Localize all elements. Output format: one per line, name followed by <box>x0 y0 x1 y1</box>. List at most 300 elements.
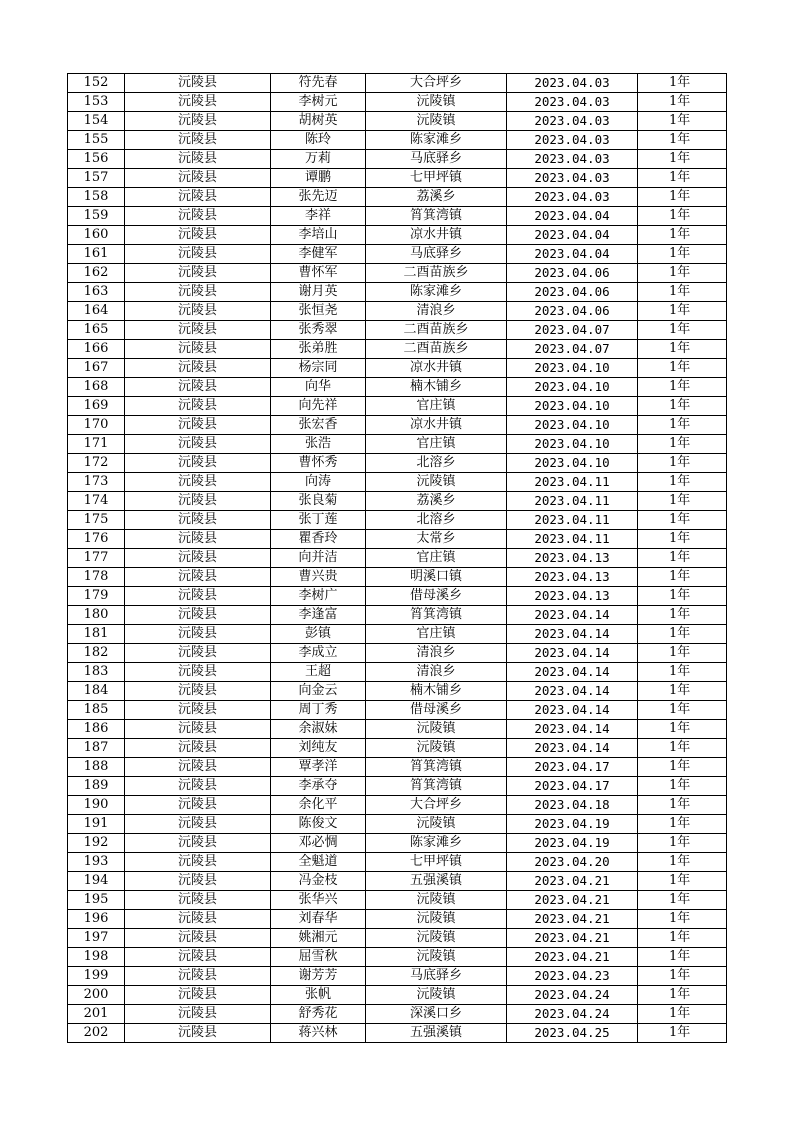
cell-number: 198 <box>68 948 125 967</box>
cell-county: 沅陵县 <box>125 131 271 150</box>
cell-town: 北溶乡 <box>366 454 507 473</box>
cell-date: 2023.04.07 <box>507 340 638 359</box>
cell-town: 七甲坪镇 <box>366 853 507 872</box>
cell-name: 张恒尧 <box>271 302 366 321</box>
cell-name: 李树广 <box>271 587 366 606</box>
cell-number: 191 <box>68 815 125 834</box>
cell-name: 张弟胜 <box>271 340 366 359</box>
cell-duration: 1年 <box>638 74 727 93</box>
cell-name: 陈玲 <box>271 131 366 150</box>
cell-duration: 1年 <box>638 739 727 758</box>
cell-date: 2023.04.04 <box>507 245 638 264</box>
cell-name: 余化平 <box>271 796 366 815</box>
cell-town: 沅陵镇 <box>366 986 507 1005</box>
cell-date: 2023.04.10 <box>507 359 638 378</box>
cell-duration: 1年 <box>638 283 727 302</box>
cell-number: 178 <box>68 568 125 587</box>
cell-county: 沅陵县 <box>125 929 271 948</box>
cell-number: 173 <box>68 473 125 492</box>
cell-county: 沅陵县 <box>125 435 271 454</box>
cell-county: 沅陵县 <box>125 986 271 1005</box>
cell-duration: 1年 <box>638 948 727 967</box>
cell-duration: 1年 <box>638 207 727 226</box>
cell-duration: 1年 <box>638 511 727 530</box>
cell-town: 沅陵镇 <box>366 891 507 910</box>
cell-county: 沅陵县 <box>125 207 271 226</box>
cell-name: 李祥 <box>271 207 366 226</box>
cell-town: 楠木铺乡 <box>366 682 507 701</box>
cell-name: 张帆 <box>271 986 366 1005</box>
cell-number: 158 <box>68 188 125 207</box>
table-row <box>68 131 727 150</box>
table-row <box>68 302 727 321</box>
table-row <box>68 796 727 815</box>
cell-number: 188 <box>68 758 125 777</box>
table-row <box>68 929 727 948</box>
cell-duration: 1年 <box>638 226 727 245</box>
table-row <box>68 492 727 511</box>
table-row <box>68 834 727 853</box>
cell-name: 曹怀军 <box>271 264 366 283</box>
cell-number: 180 <box>68 606 125 625</box>
cell-town: 借母溪乡 <box>366 587 507 606</box>
table-row <box>68 169 727 188</box>
cell-name: 余淑妹 <box>271 720 366 739</box>
table-row <box>68 188 727 207</box>
cell-date: 2023.04.10 <box>507 416 638 435</box>
cell-name: 向先祥 <box>271 397 366 416</box>
cell-town: 清浪乡 <box>366 663 507 682</box>
cell-number: 196 <box>68 910 125 929</box>
cell-duration: 1年 <box>638 112 727 131</box>
cell-number: 166 <box>68 340 125 359</box>
cell-number: 189 <box>68 777 125 796</box>
cell-town: 太常乡 <box>366 530 507 549</box>
cell-name: 向涛 <box>271 473 366 492</box>
cell-name: 蒋兴林 <box>271 1024 366 1043</box>
cell-town: 凉水井镇 <box>366 416 507 435</box>
cell-number: 157 <box>68 169 125 188</box>
cell-county: 沅陵县 <box>125 245 271 264</box>
cell-number: 175 <box>68 511 125 530</box>
cell-name: 向并洁 <box>271 549 366 568</box>
cell-date: 2023.04.14 <box>507 663 638 682</box>
cell-town: 筲箕湾镇 <box>366 758 507 777</box>
cell-duration: 1年 <box>638 663 727 682</box>
cell-town: 沅陵镇 <box>366 93 507 112</box>
cell-name: 李培山 <box>271 226 366 245</box>
cell-number: 165 <box>68 321 125 340</box>
cell-town: 官庄镇 <box>366 397 507 416</box>
table-row <box>68 207 727 226</box>
cell-number: 153 <box>68 93 125 112</box>
cell-date: 2023.04.24 <box>507 986 638 1005</box>
table-row <box>68 1024 727 1043</box>
cell-number: 193 <box>68 853 125 872</box>
cell-duration: 1年 <box>638 492 727 511</box>
cell-county: 沅陵县 <box>125 739 271 758</box>
cell-town: 陈家滩乡 <box>366 834 507 853</box>
cell-town: 二酉苗族乡 <box>366 340 507 359</box>
cell-name: 陈俊文 <box>271 815 366 834</box>
cell-duration: 1年 <box>638 606 727 625</box>
cell-county: 沅陵县 <box>125 549 271 568</box>
cell-date: 2023.04.06 <box>507 283 638 302</box>
cell-county: 沅陵县 <box>125 397 271 416</box>
cell-number: 195 <box>68 891 125 910</box>
cell-name: 张华兴 <box>271 891 366 910</box>
cell-duration: 1年 <box>638 720 727 739</box>
cell-duration: 1年 <box>638 93 727 112</box>
cell-duration: 1年 <box>638 682 727 701</box>
cell-county: 沅陵县 <box>125 74 271 93</box>
cell-town: 沅陵镇 <box>366 112 507 131</box>
table-row <box>68 454 727 473</box>
cell-county: 沅陵县 <box>125 644 271 663</box>
table-row <box>68 891 727 910</box>
cell-date: 2023.04.10 <box>507 397 638 416</box>
cell-town: 凉水井镇 <box>366 226 507 245</box>
cell-duration: 1年 <box>638 701 727 720</box>
cell-date: 2023.04.04 <box>507 207 638 226</box>
cell-number: 185 <box>68 701 125 720</box>
cell-name: 覃孝洋 <box>271 758 366 777</box>
cell-date: 2023.04.21 <box>507 929 638 948</box>
cell-date: 2023.04.14 <box>507 701 638 720</box>
cell-number: 155 <box>68 131 125 150</box>
cell-name: 屈雪秋 <box>271 948 366 967</box>
cell-county: 沅陵县 <box>125 150 271 169</box>
cell-county: 沅陵县 <box>125 663 271 682</box>
cell-name: 周丁秀 <box>271 701 366 720</box>
cell-date: 2023.04.13 <box>507 568 638 587</box>
cell-number: 200 <box>68 986 125 1005</box>
cell-town: 官庄镇 <box>366 625 507 644</box>
cell-number: 170 <box>68 416 125 435</box>
cell-county: 沅陵县 <box>125 169 271 188</box>
cell-date: 2023.04.14 <box>507 625 638 644</box>
cell-date: 2023.04.17 <box>507 777 638 796</box>
cell-date: 2023.04.03 <box>507 169 638 188</box>
cell-number: 199 <box>68 967 125 986</box>
cell-duration: 1年 <box>638 321 727 340</box>
table-row <box>68 606 727 625</box>
cell-date: 2023.04.07 <box>507 321 638 340</box>
table-row <box>68 1005 727 1024</box>
cell-date: 2023.04.13 <box>507 549 638 568</box>
cell-duration: 1年 <box>638 796 727 815</box>
cell-name: 向华 <box>271 378 366 397</box>
cell-date: 2023.04.11 <box>507 530 638 549</box>
table-row <box>68 74 727 93</box>
cell-name: 张丁莲 <box>271 511 366 530</box>
table-row <box>68 739 727 758</box>
cell-duration: 1年 <box>638 169 727 188</box>
cell-county: 沅陵县 <box>125 701 271 720</box>
cell-name: 刘纯友 <box>271 739 366 758</box>
cell-duration: 1年 <box>638 416 727 435</box>
cell-county: 沅陵县 <box>125 340 271 359</box>
cell-county: 沅陵县 <box>125 796 271 815</box>
cell-duration: 1年 <box>638 150 727 169</box>
table-row <box>68 644 727 663</box>
cell-date: 2023.04.24 <box>507 1005 638 1024</box>
cell-county: 沅陵县 <box>125 682 271 701</box>
cell-duration: 1年 <box>638 454 727 473</box>
table-row <box>68 150 727 169</box>
cell-date: 2023.04.14 <box>507 739 638 758</box>
cell-date: 2023.04.06 <box>507 302 638 321</box>
cell-county: 沅陵县 <box>125 112 271 131</box>
cell-name: 瞿香玲 <box>271 530 366 549</box>
cell-number: 179 <box>68 587 125 606</box>
cell-county: 沅陵县 <box>125 815 271 834</box>
cell-number: 192 <box>68 834 125 853</box>
cell-county: 沅陵县 <box>125 834 271 853</box>
cell-duration: 1年 <box>638 1024 727 1043</box>
cell-county: 沅陵县 <box>125 359 271 378</box>
cell-county: 沅陵县 <box>125 967 271 986</box>
cell-town: 荔溪乡 <box>366 188 507 207</box>
table-row <box>68 853 727 872</box>
cell-name: 冯金枝 <box>271 872 366 891</box>
cell-town: 沅陵镇 <box>366 929 507 948</box>
table-row <box>68 663 727 682</box>
table-row <box>68 226 727 245</box>
cell-number: 187 <box>68 739 125 758</box>
cell-duration: 1年 <box>638 245 727 264</box>
cell-town: 二酉苗族乡 <box>366 321 507 340</box>
cell-name: 杨宗同 <box>271 359 366 378</box>
cell-town: 官庄镇 <box>366 549 507 568</box>
cell-name: 张良菊 <box>271 492 366 511</box>
table-row <box>68 264 727 283</box>
cell-name: 张先迈 <box>271 188 366 207</box>
cell-county: 沅陵县 <box>125 226 271 245</box>
cell-duration: 1年 <box>638 872 727 891</box>
cell-county: 沅陵县 <box>125 891 271 910</box>
cell-number: 197 <box>68 929 125 948</box>
cell-date: 2023.04.03 <box>507 74 638 93</box>
cell-town: 沅陵镇 <box>366 473 507 492</box>
cell-county: 沅陵县 <box>125 264 271 283</box>
cell-name: 王超 <box>271 663 366 682</box>
cell-name: 全魁道 <box>271 853 366 872</box>
cell-duration: 1年 <box>638 644 727 663</box>
cell-number: 171 <box>68 435 125 454</box>
cell-duration: 1年 <box>638 834 727 853</box>
cell-duration: 1年 <box>638 891 727 910</box>
cell-date: 2023.04.06 <box>507 264 638 283</box>
cell-duration: 1年 <box>638 340 727 359</box>
table-row <box>68 587 727 606</box>
cell-town: 清浪乡 <box>366 302 507 321</box>
cell-county: 沅陵县 <box>125 188 271 207</box>
cell-duration: 1年 <box>638 815 727 834</box>
cell-number: 176 <box>68 530 125 549</box>
table-row <box>68 948 727 967</box>
cell-name: 姚湘元 <box>271 929 366 948</box>
cell-number: 172 <box>68 454 125 473</box>
cell-name: 刘春华 <box>271 910 366 929</box>
cell-name: 邓必惆 <box>271 834 366 853</box>
cell-number: 154 <box>68 112 125 131</box>
cell-number: 174 <box>68 492 125 511</box>
cell-town: 明溪口镇 <box>366 568 507 587</box>
cell-date: 2023.04.03 <box>507 112 638 131</box>
cell-number: 181 <box>68 625 125 644</box>
cell-town: 马底驿乡 <box>366 245 507 264</box>
cell-duration: 1年 <box>638 302 727 321</box>
cell-duration: 1年 <box>638 625 727 644</box>
table-row <box>68 93 727 112</box>
cell-county: 沅陵县 <box>125 454 271 473</box>
cell-town: 七甲坪镇 <box>366 169 507 188</box>
cell-number: 182 <box>68 644 125 663</box>
cell-number: 183 <box>68 663 125 682</box>
cell-town: 大合坪乡 <box>366 74 507 93</box>
cell-town: 筲箕湾镇 <box>366 207 507 226</box>
cell-number: 160 <box>68 226 125 245</box>
cell-name: 符先春 <box>271 74 366 93</box>
cell-date: 2023.04.03 <box>507 188 638 207</box>
table-row <box>68 359 727 378</box>
table-row <box>68 777 727 796</box>
cell-date: 2023.04.10 <box>507 378 638 397</box>
cell-county: 沅陵县 <box>125 378 271 397</box>
cell-town: 沅陵镇 <box>366 815 507 834</box>
cell-town: 马底驿乡 <box>366 967 507 986</box>
cell-duration: 1年 <box>638 929 727 948</box>
cell-duration: 1年 <box>638 378 727 397</box>
cell-number: 164 <box>68 302 125 321</box>
cell-county: 沅陵县 <box>125 625 271 644</box>
cell-number: 161 <box>68 245 125 264</box>
cell-county: 沅陵县 <box>125 416 271 435</box>
cell-county: 沅陵县 <box>125 1005 271 1024</box>
cell-county: 沅陵县 <box>125 511 271 530</box>
cell-duration: 1年 <box>638 967 727 986</box>
cell-name: 谭鹏 <box>271 169 366 188</box>
table-body <box>68 74 727 1043</box>
cell-number: 202 <box>68 1024 125 1043</box>
cell-town: 沅陵镇 <box>366 739 507 758</box>
cell-county: 沅陵县 <box>125 568 271 587</box>
cell-town: 荔溪乡 <box>366 492 507 511</box>
table-row <box>68 758 727 777</box>
cell-town: 陈家滩乡 <box>366 283 507 302</box>
cell-date: 2023.04.03 <box>507 131 638 150</box>
cell-duration: 1年 <box>638 473 727 492</box>
cell-county: 沅陵县 <box>125 606 271 625</box>
cell-name: 向金云 <box>271 682 366 701</box>
cell-date: 2023.04.25 <box>507 1024 638 1043</box>
cell-number: 177 <box>68 549 125 568</box>
cell-date: 2023.04.14 <box>507 644 638 663</box>
cell-county: 沅陵县 <box>125 1024 271 1043</box>
table-row <box>68 682 727 701</box>
cell-duration: 1年 <box>638 758 727 777</box>
cell-number: 167 <box>68 359 125 378</box>
cell-name: 李承夺 <box>271 777 366 796</box>
cell-name: 张浩 <box>271 435 366 454</box>
cell-county: 沅陵县 <box>125 720 271 739</box>
cell-name: 谢月英 <box>271 283 366 302</box>
cell-number: 184 <box>68 682 125 701</box>
table-row <box>68 112 727 131</box>
cell-town: 二酉苗族乡 <box>366 264 507 283</box>
cell-date: 2023.04.21 <box>507 910 638 929</box>
cell-duration: 1年 <box>638 397 727 416</box>
cell-date: 2023.04.03 <box>507 150 638 169</box>
cell-county: 沅陵县 <box>125 758 271 777</box>
cell-date: 2023.04.21 <box>507 872 638 891</box>
cell-county: 沅陵县 <box>125 530 271 549</box>
cell-name: 李树元 <box>271 93 366 112</box>
table-row <box>68 720 727 739</box>
table-row <box>68 568 727 587</box>
cell-town: 深溪口乡 <box>366 1005 507 1024</box>
cell-date: 2023.04.10 <box>507 435 638 454</box>
cell-name: 曹怀秀 <box>271 454 366 473</box>
cell-county: 沅陵县 <box>125 283 271 302</box>
cell-date: 2023.04.21 <box>507 891 638 910</box>
table-row <box>68 245 727 264</box>
cell-name: 彭镇 <box>271 625 366 644</box>
table-row <box>68 473 727 492</box>
table-row <box>68 872 727 891</box>
cell-number: 159 <box>68 207 125 226</box>
cell-duration: 1年 <box>638 530 727 549</box>
cell-county: 沅陵县 <box>125 302 271 321</box>
cell-duration: 1年 <box>638 188 727 207</box>
table-row <box>68 549 727 568</box>
table-row <box>68 378 727 397</box>
cell-date: 2023.04.21 <box>507 948 638 967</box>
cell-town: 陈家滩乡 <box>366 131 507 150</box>
cell-duration: 1年 <box>638 359 727 378</box>
cell-date: 2023.04.20 <box>507 853 638 872</box>
cell-town: 官庄镇 <box>366 435 507 454</box>
cell-date: 2023.04.19 <box>507 834 638 853</box>
cell-duration: 1年 <box>638 986 727 1005</box>
cell-number: 168 <box>68 378 125 397</box>
cell-duration: 1年 <box>638 777 727 796</box>
cell-town: 沅陵镇 <box>366 948 507 967</box>
cell-town: 北溶乡 <box>366 511 507 530</box>
cell-town: 沅陵镇 <box>366 720 507 739</box>
table-row <box>68 530 727 549</box>
cell-county: 沅陵县 <box>125 853 271 872</box>
cell-name: 李健军 <box>271 245 366 264</box>
cell-duration: 1年 <box>638 853 727 872</box>
cell-number: 156 <box>68 150 125 169</box>
cell-number: 186 <box>68 720 125 739</box>
cell-town: 楠木铺乡 <box>366 378 507 397</box>
cell-duration: 1年 <box>638 549 727 568</box>
table-row <box>68 283 727 302</box>
cell-date: 2023.04.11 <box>507 473 638 492</box>
cell-county: 沅陵县 <box>125 321 271 340</box>
cell-town: 五强溪镇 <box>366 1024 507 1043</box>
table-row <box>68 397 727 416</box>
cell-county: 沅陵县 <box>125 948 271 967</box>
table-row <box>68 910 727 929</box>
cell-duration: 1年 <box>638 435 727 454</box>
cell-name: 胡树英 <box>271 112 366 131</box>
cell-number: 201 <box>68 1005 125 1024</box>
table-row <box>68 986 727 1005</box>
